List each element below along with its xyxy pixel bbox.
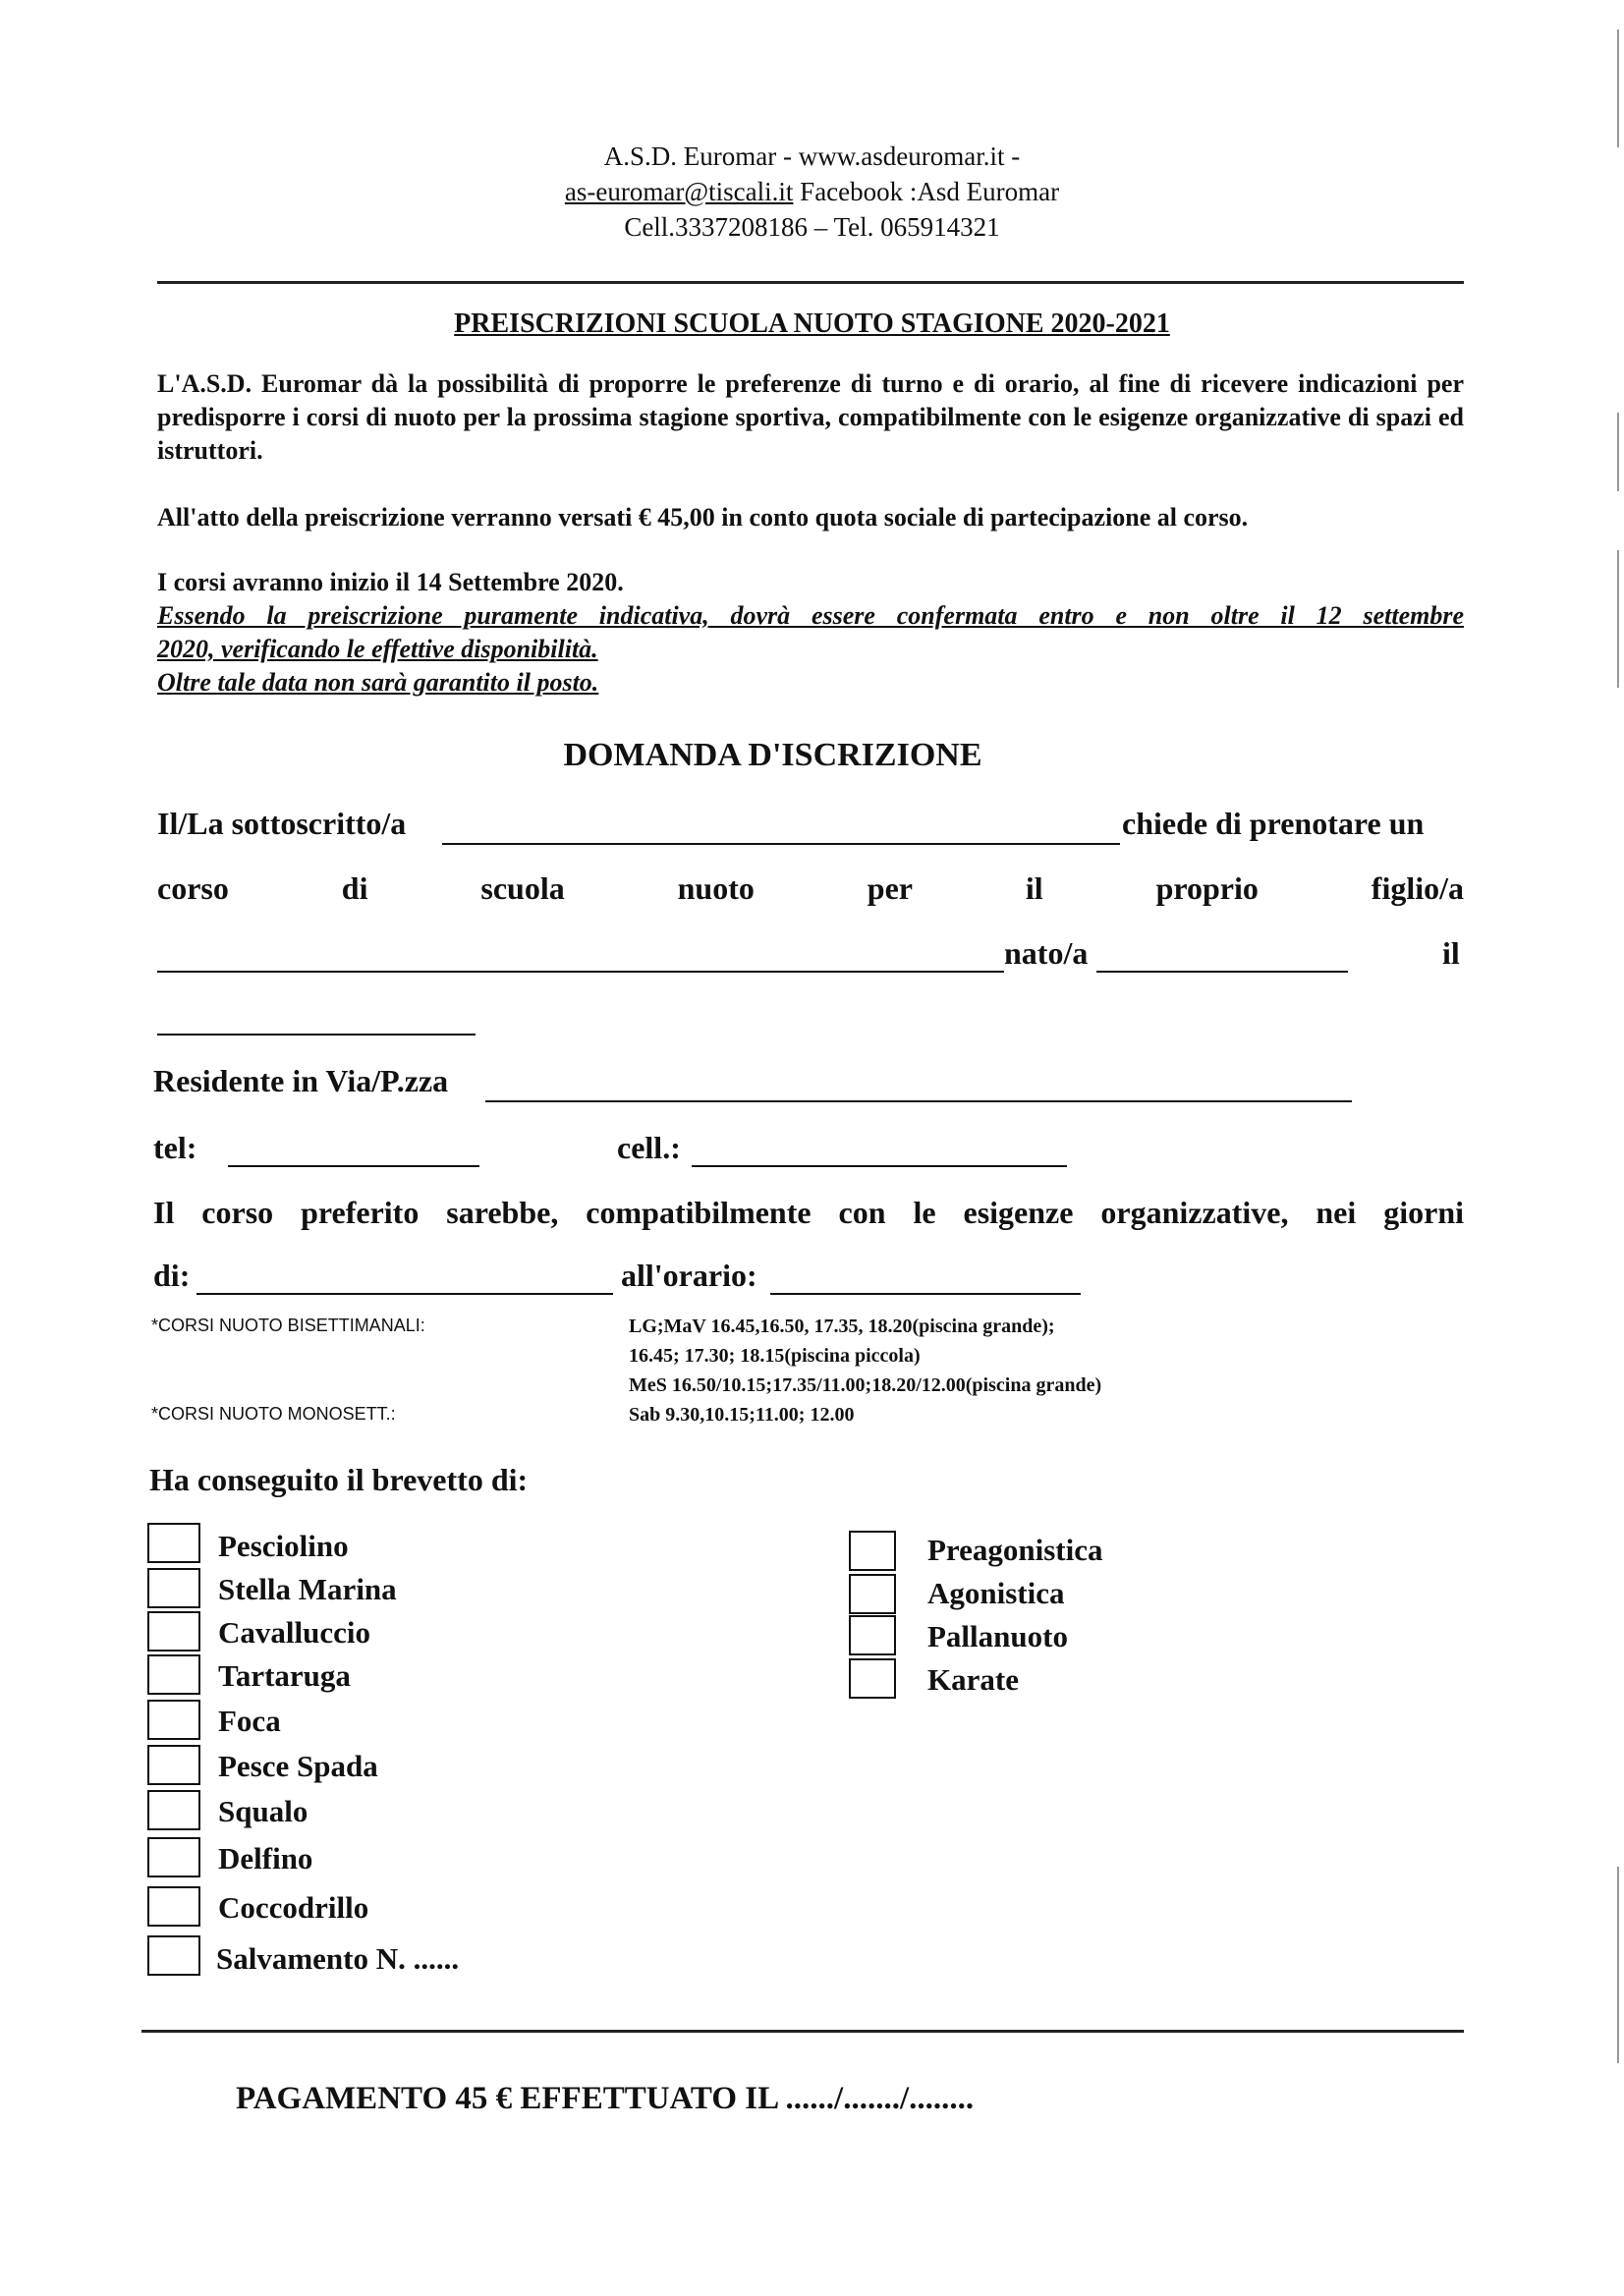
bisettimanali-line-1: LG;MaV 16.45,16.50, 17.35, 18.20(piscina grande); <box>629 1316 1055 1337</box>
brevetto-label: Coccodrillo <box>218 1890 369 1925</box>
il-label: il <box>1442 935 1460 971</box>
brevetto-label: Tartaruga <box>218 1658 351 1693</box>
row-word: scuola <box>480 870 565 906</box>
scan-edge-mark <box>1617 1867 1619 2063</box>
row-word: il <box>1025 870 1043 906</box>
row-word: di <box>341 870 368 906</box>
nato-label: nato/a <box>1004 935 1089 971</box>
cell-label: cell.: <box>617 1130 681 1165</box>
header-line-2 <box>0 179 1624 205</box>
start-date-text: I corsi avranno inizio il 14 Settembre 2020. <box>157 568 624 596</box>
brevetto-label: Foca <box>218 1704 281 1738</box>
orario-label: all'orario: <box>621 1258 757 1293</box>
notice-line-3: Oltre tale data non sarà garantito il posto. <box>157 668 599 697</box>
header-line-1: A.S.D. Euromar - www.asdeuromar.it - <box>603 141 1021 171</box>
notice-line-2: 2020, verificando le effettive disponibilità. <box>157 635 598 663</box>
brevetto-label: Cavalluccio <box>218 1615 370 1650</box>
scan-edge-mark <box>1617 550 1619 688</box>
page-title: PREISCRIZIONI SCUOLA NUOTO STAGIONE 2020-2021 <box>454 308 1170 339</box>
checkbox-preagonistica[interactable] <box>849 1531 896 1571</box>
facebook-text: Facebook :Asd Euromar <box>793 177 1060 206</box>
brevetto-title: Ha conseguito il brevetto di: <box>149 1462 529 1497</box>
row-word: corso <box>157 870 229 906</box>
fee-paragraph: All'atto della preiscrizione verranno versati € 45,00 in conto quota sociale di partecipazione al corso. <box>157 503 1249 532</box>
course-request-row <box>157 870 1464 907</box>
name-field[interactable] <box>442 843 1120 845</box>
child-name-field[interactable] <box>157 971 1004 973</box>
checkbox-pesce-spada[interactable] <box>147 1745 200 1785</box>
notice-line-1: Essendo la preiscrizione puramente indicativa, dovrà essere confermata entro e non oltre il 12 settembre <box>157 601 1464 630</box>
address-field[interactable] <box>485 1100 1352 1102</box>
checkbox-cavalluccio[interactable] <box>147 1611 200 1652</box>
brevetto-label: Karate <box>927 1662 1019 1697</box>
time-field[interactable] <box>770 1293 1081 1295</box>
checkbox-foca[interactable] <box>147 1700 200 1740</box>
brevetto-label: Pallanuoto <box>927 1619 1068 1653</box>
row-word: proprio <box>1155 870 1259 906</box>
bisettimanali-label: *CORSI NUOTO BISETTIMANALI: <box>151 1316 425 1335</box>
days-label: di: <box>153 1258 191 1293</box>
monosett-line: Sab 9.30,10.15;11.00; 12.00 <box>629 1404 855 1426</box>
checkbox-coccodrillo[interactable] <box>147 1886 200 1927</box>
checkbox-agonistica[interactable] <box>849 1574 896 1614</box>
brevetto-label: Pesciolino <box>218 1529 349 1563</box>
scan-edge-mark <box>1617 29 1619 147</box>
checkbox-stella-marina[interactable] <box>147 1568 200 1608</box>
checkbox-karate[interactable] <box>849 1658 896 1699</box>
row-word: figlio/a <box>1371 870 1464 906</box>
header-line-3: Cell.3337208186 – Tel. 065914321 <box>624 212 1000 242</box>
brevetto-label: Agonistica <box>927 1576 1065 1610</box>
brevetto-label: Squalo <box>218 1794 308 1828</box>
row-word: nuoto <box>677 870 755 906</box>
checkbox-delfino[interactable] <box>147 1837 200 1877</box>
brevetto-label: Salvamento N. ...... <box>216 1941 460 1976</box>
checkbox-salvamento[interactable] <box>147 1935 200 1976</box>
checkbox-tartaruga[interactable] <box>147 1654 200 1695</box>
row-word: per <box>867 870 913 906</box>
top-divider <box>157 281 1464 284</box>
preferred-course-text: Il corso preferito sarebbe, compatibilmente con le esigenze organizzative, nei giorni <box>153 1195 1464 1230</box>
checkbox-pallanuoto[interactable] <box>849 1615 896 1655</box>
checkbox-pesciolino[interactable] <box>147 1523 200 1563</box>
brevetto-label: Preagonistica <box>927 1533 1103 1567</box>
birthdate-field[interactable] <box>157 1034 476 1036</box>
intro-paragraph: L'A.S.D. Euromar dà la possibilità di proporre le preferenze di turno e di orario, al fine di ricevere indicazioni per predisporre i corsi di nuoto per la prossima stagione sportiva, compatibilmente con le esigenze organizzative di spazi ed istruttori. <box>157 369 1464 465</box>
form-title: DOMANDA D'ISCRIZIONE <box>563 737 982 773</box>
birthplace-field[interactable] <box>1096 971 1348 973</box>
days-field[interactable] <box>196 1293 613 1295</box>
monosett-label: *CORSI NUOTO MONOSETT.: <box>151 1404 396 1424</box>
sottoscritto-label: Il/La sottoscritto/a <box>157 806 407 841</box>
chiede-label: chiede di prenotare un <box>1122 806 1425 841</box>
tel-label: tel: <box>153 1130 197 1165</box>
cell-field[interactable] <box>692 1165 1067 1167</box>
bottom-divider <box>141 2030 1464 2033</box>
residente-label: Residente in Via/P.zza <box>153 1063 449 1098</box>
scan-edge-mark <box>1617 413 1619 491</box>
email-link[interactable]: as-euromar@tiscali.it <box>564 177 794 206</box>
brevetto-label: Pesce Spada <box>218 1749 378 1783</box>
bisettimanali-line-3: MeS 16.50/10.15;17.35/11.00;18.20/12.00(piscina grande) <box>629 1374 1102 1396</box>
brevetto-label: Stella Marina <box>218 1572 397 1606</box>
brevetto-label: Delfino <box>218 1841 313 1876</box>
checkbox-squalo[interactable] <box>147 1790 200 1830</box>
payment-line: PAGAMENTO 45 € EFFETTUATO IL ....../......./........ <box>236 2081 975 2116</box>
bisettimanali-line-2: 16.45; 17.30; 18.15(piscina piccola) <box>629 1345 921 1367</box>
tel-field[interactable] <box>228 1165 479 1167</box>
